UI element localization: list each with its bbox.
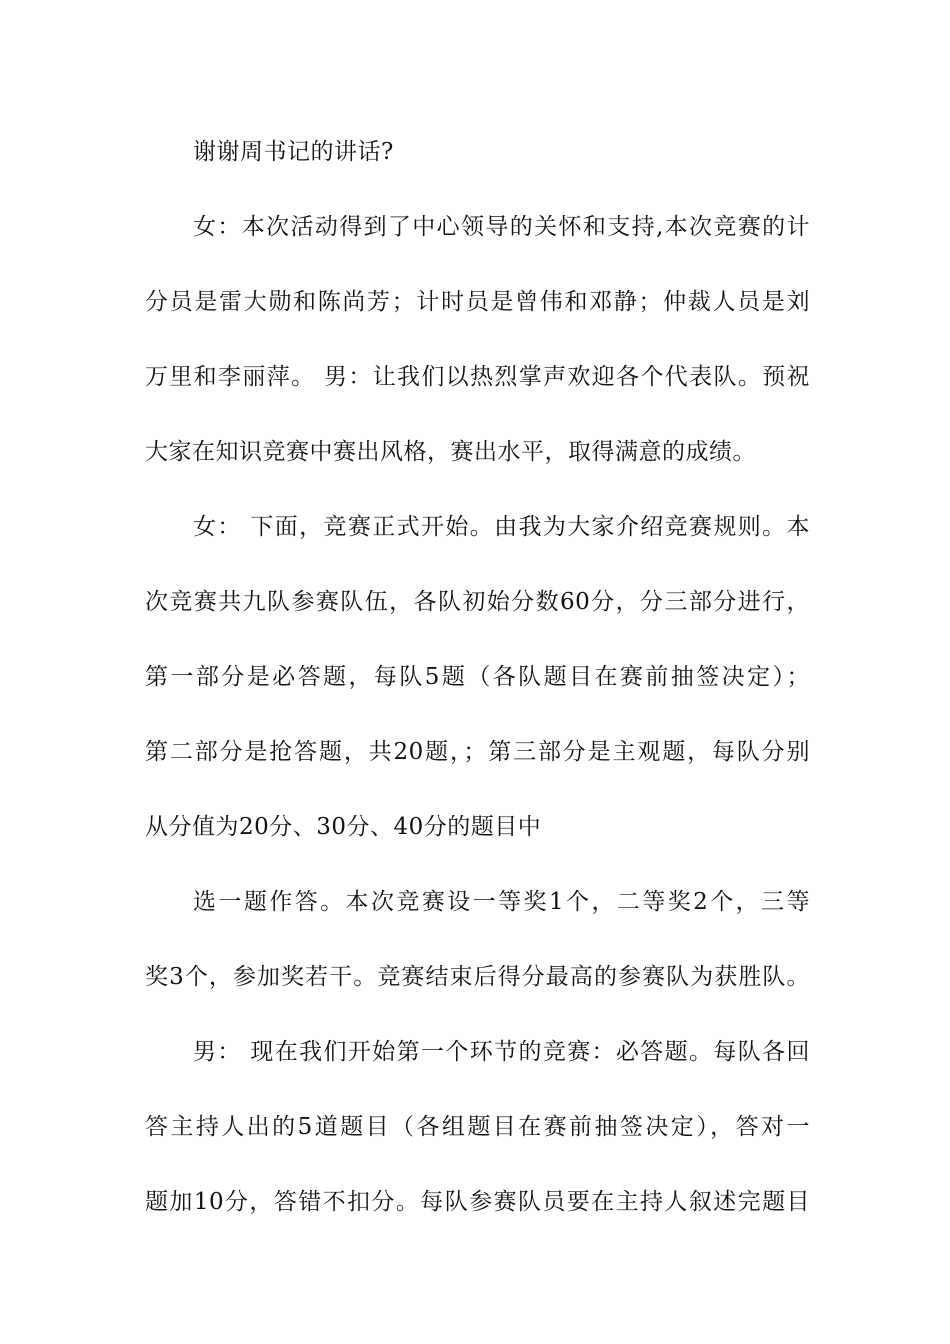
paragraph-line: 次竞赛共九队参赛队伍，各队初始分数60分，分三部分进行， bbox=[145, 589, 810, 615]
paragraph-line: 分员是雷大勋和陈尚芳；计时员是曾伟和邓静；仲裁人员是刘 bbox=[145, 289, 810, 315]
paragraph-line: 大家在知识竞赛中赛出风格，赛出水平，取得满意的成绩。 bbox=[145, 439, 756, 465]
paragraph-line: 女： 下面，竞赛正式开始。由我为大家介绍竞赛规则。本 bbox=[193, 514, 810, 540]
paragraph-line: 女：本次活动得到了中心领导的关怀和支持,本次竞赛的计 bbox=[193, 214, 810, 240]
paragraph-line: 选一题作答。本次竞赛设一等奖1个，二等奖2个，三等 bbox=[193, 889, 810, 915]
paragraph-line: 奖3个，参加奖若干。竞赛结束后得分最高的参赛队为获胜队。 bbox=[145, 964, 810, 990]
paragraph-line: 题加10分，答错不扣分。每队参赛队员要在主持人叙述完题目 bbox=[145, 1189, 810, 1215]
paragraph-line: 答主持人出的5道题目（各组题目在赛前抽签决定），答对一 bbox=[145, 1114, 810, 1140]
paragraph-line: 从分值为20分、30分、40分的题目中 bbox=[145, 814, 542, 840]
paragraph-line: 谢谢周书记的讲话? bbox=[193, 139, 394, 165]
paragraph-line: 第一部分是必答题，每队5题（各队题目在赛前抽签决定）； bbox=[145, 664, 810, 690]
paragraph-line: 万里和李丽萍。 男：让我们以热烈掌声欢迎各个代表队。预祝 bbox=[145, 364, 810, 390]
paragraph-line: 第二部分是抢答题，共20题，；第三部分是主观题，每队分别 bbox=[145, 739, 810, 765]
paragraph-line: 男： 现在我们开始第一个环节的竞赛：必答题。每队各回 bbox=[193, 1039, 810, 1065]
